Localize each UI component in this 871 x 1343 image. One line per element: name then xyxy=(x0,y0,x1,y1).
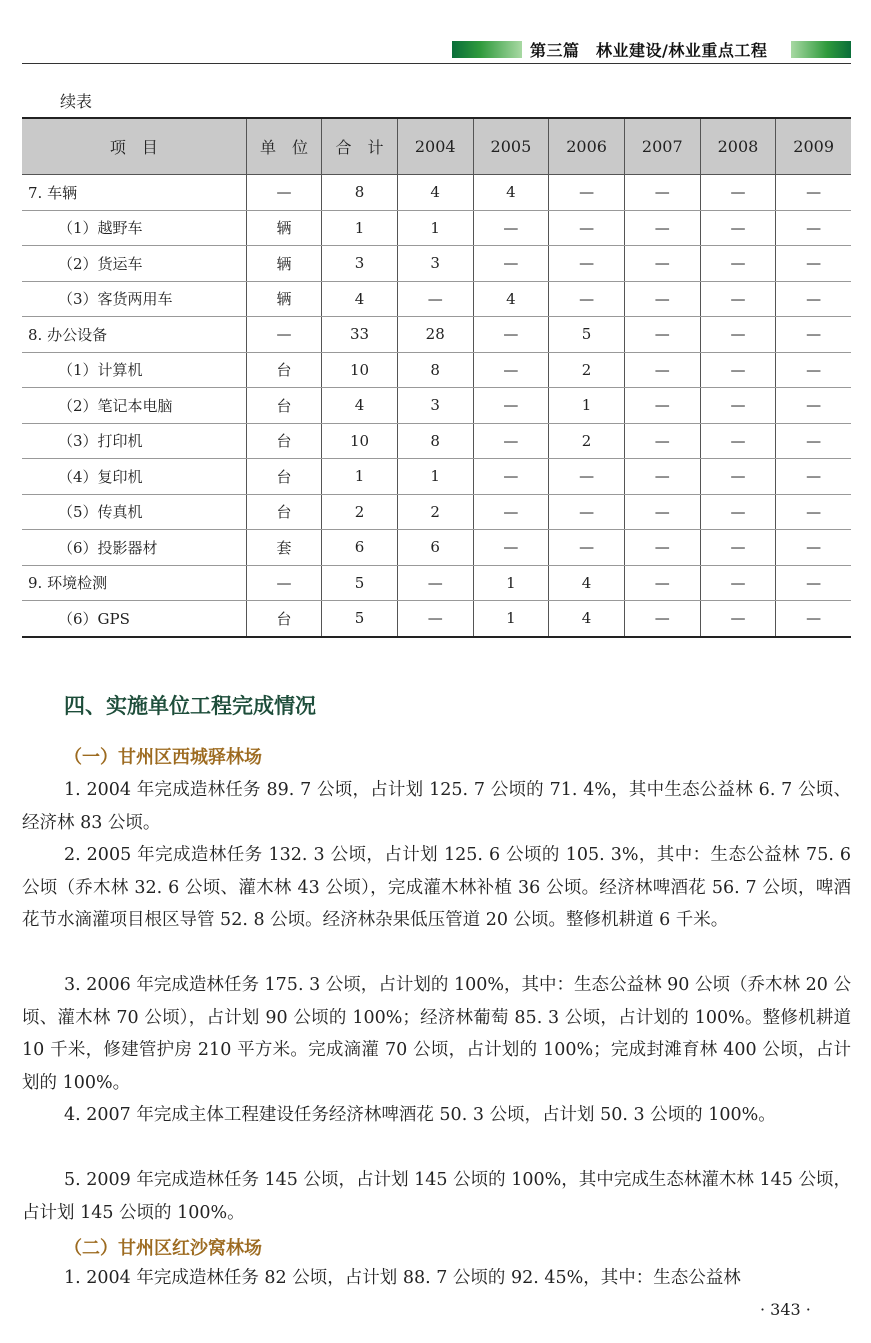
table-cell: 2 xyxy=(322,494,398,530)
column-header-2006: 2006 xyxy=(549,118,625,175)
table-cell: — xyxy=(397,281,473,317)
table-cell: — xyxy=(776,317,851,353)
table-cell: — xyxy=(700,530,776,566)
table-cell: 4 xyxy=(473,281,549,317)
table-cell: 1 xyxy=(549,388,625,424)
table-cell: 台 xyxy=(246,601,322,637)
row-item-label: （3）客货两用车 xyxy=(22,281,246,317)
column-header-2009: 2009 xyxy=(776,118,851,175)
table-cell: — xyxy=(549,246,625,282)
table-cell: — xyxy=(549,210,625,246)
table-cell: — xyxy=(776,388,851,424)
table-row xyxy=(22,352,851,388)
table-cell: 5 xyxy=(549,317,625,353)
table-row xyxy=(22,175,851,211)
table-cell: — xyxy=(473,423,549,459)
column-header-2008: 2008 xyxy=(700,118,776,175)
table-cell: 3 xyxy=(397,388,473,424)
table-cell: 5 xyxy=(322,565,398,601)
table-cell: — xyxy=(700,494,776,530)
table-cell: — xyxy=(549,175,625,211)
table-cell: — xyxy=(700,601,776,637)
table-cell: — xyxy=(776,423,851,459)
table-cell: — xyxy=(776,281,851,317)
table-cell: — xyxy=(624,565,700,601)
table-cell: — xyxy=(700,175,776,211)
table-cell: — xyxy=(776,246,851,282)
table-cell: — xyxy=(473,246,549,282)
table-cell: 4 xyxy=(397,175,473,211)
row-item-label: （1）越野车 xyxy=(22,210,246,246)
table-cell: 台 xyxy=(246,494,322,530)
table-row xyxy=(22,317,851,353)
table-cell: — xyxy=(776,459,851,495)
table-cell: — xyxy=(624,281,700,317)
subsection-title-hongshawo: （二）甘州区红沙窝林场 xyxy=(64,1238,262,1259)
table-cell: 4 xyxy=(322,281,398,317)
table-row xyxy=(22,281,851,317)
table-cell: 10 xyxy=(322,423,398,459)
table-row xyxy=(22,210,851,246)
table-cell: — xyxy=(700,246,776,282)
column-header-item: 项 目 xyxy=(22,118,246,175)
table-cell: — xyxy=(473,530,549,566)
table-cell: 1 xyxy=(397,210,473,246)
table-cell: — xyxy=(397,601,473,637)
table-cell: — xyxy=(624,246,700,282)
table-cell: 套 xyxy=(246,530,322,566)
running-header xyxy=(22,38,851,64)
table-row xyxy=(22,565,851,601)
column-header-2007: 2007 xyxy=(624,118,700,175)
table-cell: — xyxy=(624,601,700,637)
row-item-label: 8. 办公设备 xyxy=(22,317,246,353)
table-row xyxy=(22,423,851,459)
table-cell: — xyxy=(549,530,625,566)
table-cell: — xyxy=(624,423,700,459)
row-item-label: （2）笔记本电脑 xyxy=(22,388,246,424)
table-cell: 2 xyxy=(549,352,625,388)
table-cell: 台 xyxy=(246,459,322,495)
table-cell: 1 xyxy=(473,565,549,601)
table-row xyxy=(22,530,851,566)
table-cell: — xyxy=(624,530,700,566)
table-cell: — xyxy=(700,317,776,353)
table-cell: — xyxy=(246,175,322,211)
table-cell: — xyxy=(700,459,776,495)
table-cell: 2 xyxy=(397,494,473,530)
table-cell: — xyxy=(246,317,322,353)
table-row xyxy=(22,388,851,424)
column-header-unit: 单 位 xyxy=(246,118,322,175)
table-cell: 33 xyxy=(322,317,398,353)
row-item-label: （5）传真机 xyxy=(22,494,246,530)
table-cell: — xyxy=(473,388,549,424)
table-cell: — xyxy=(473,210,549,246)
table-cell: 台 xyxy=(246,423,322,459)
paragraph: 4. 2007 年完成主体工程建设任务经济林啤酒花 50. 3 公顷，占计划 50. 3 公顷的 100%。 xyxy=(64,1105,776,1125)
table-cell: 台 xyxy=(246,352,322,388)
table-row xyxy=(22,494,851,530)
header-title: 第三篇 林业建设/林业重点工程 xyxy=(530,41,768,60)
table-cell: 辆 xyxy=(246,246,322,282)
table-cell: 3 xyxy=(322,246,398,282)
table-cell: 1 xyxy=(397,459,473,495)
table-cell: 8 xyxy=(322,175,398,211)
table-cell: — xyxy=(624,317,700,353)
table-cell: — xyxy=(397,565,473,601)
column-header-2005: 2005 xyxy=(473,118,549,175)
table-row xyxy=(22,601,851,637)
table-cell: — xyxy=(700,210,776,246)
paragraph: 2. 2005 年完成造林任务 132. 3 公顷，占计划 125. 6 公顷的 105. 3%，其中：生态公益林 75. 6 公顷（乔木林 32. 6 公顷、灌木林 43 公顷），完成灌木林补植 36 公顷。经济林啤酒花 56. 7 公顷，啤酒花节水滴灌项目根区导管 52. 8 公顷。经济林杂果低压管道 20 公顷。整修机耕道 6 千米。 xyxy=(22,845,851,930)
table-cell: — xyxy=(473,494,549,530)
column-header-2004: 2004 xyxy=(397,118,473,175)
paragraph: 3. 2006 年完成造林任务 175. 3 公顷，占计划的 100%，其中：生态公益林 90 公顷（乔木林 20 公顷、灌木林 70 公顷），占计划 90 公顷的 100%；经济林葡萄 85. 3 公顷，占计划的 100%。整修机耕道 10 千米，修建管护房 210 平方米。完成滴灌 70 公顷，占计划的 100%；完成封滩育林 400 公顷，占计划的 100%。 xyxy=(22,975,851,1093)
table-cell: 台 xyxy=(246,388,322,424)
table-cell: 4 xyxy=(473,175,549,211)
table-cell: 3 xyxy=(397,246,473,282)
table-cell: — xyxy=(549,494,625,530)
table-cell: — xyxy=(624,210,700,246)
table-cell: — xyxy=(776,565,851,601)
table-cell: — xyxy=(776,210,851,246)
paragraph: 5. 2009 年完成造林任务 145 公顷，占计划 145 公顷的 100%，其中完成生态林灌木林 145 公顷，占计划 145 公顷的 100%。 xyxy=(22,1170,851,1223)
paragraph: 1. 2004 年完成造林任务 89. 7 公顷，占计划 125. 7 公顷的 71. 4%，其中生态公益林 6. 7 公顷、经济林 83 公顷。 xyxy=(22,780,851,833)
table-body xyxy=(22,175,851,637)
table-cell: 4 xyxy=(549,565,625,601)
table-cell: — xyxy=(700,423,776,459)
table-cell: 1 xyxy=(322,210,398,246)
table-cell: 10 xyxy=(322,352,398,388)
table-cell: — xyxy=(700,565,776,601)
equipment-table xyxy=(22,117,851,638)
row-item-label: （6）GPS xyxy=(22,601,246,637)
header-decoration-bar-right xyxy=(791,41,851,58)
table-cell: 8 xyxy=(397,352,473,388)
table-cell: — xyxy=(473,352,549,388)
table-cell: — xyxy=(776,175,851,211)
table-cell: 辆 xyxy=(246,210,322,246)
table-cell: — xyxy=(776,601,851,637)
table-continued-label: 续表 xyxy=(60,92,93,111)
table-cell: — xyxy=(700,388,776,424)
page-number: · 343 · xyxy=(760,1300,811,1319)
table-cell: — xyxy=(549,459,625,495)
table-cell: — xyxy=(624,175,700,211)
row-item-label: （2）货运车 xyxy=(22,246,246,282)
row-item-label: （6）投影器材 xyxy=(22,530,246,566)
table-cell: — xyxy=(776,494,851,530)
row-item-label: 9. 环境检测 xyxy=(22,565,246,601)
table-cell: 辆 xyxy=(246,281,322,317)
table-row xyxy=(22,246,851,282)
table-cell: — xyxy=(624,494,700,530)
table-cell: — xyxy=(700,281,776,317)
table-cell: — xyxy=(776,530,851,566)
table-cell: — xyxy=(776,352,851,388)
table-cell: 1 xyxy=(322,459,398,495)
row-item-label: （1）计算机 xyxy=(22,352,246,388)
table-cell: 8 xyxy=(397,423,473,459)
table-cell: — xyxy=(624,388,700,424)
table-header-row xyxy=(22,118,851,175)
row-item-label: 7. 车辆 xyxy=(22,175,246,211)
table-cell: — xyxy=(624,459,700,495)
table-cell: 28 xyxy=(397,317,473,353)
table-cell: — xyxy=(473,317,549,353)
table-cell: — xyxy=(624,352,700,388)
table-cell: 6 xyxy=(397,530,473,566)
table-cell: — xyxy=(700,352,776,388)
table-cell: 4 xyxy=(549,601,625,637)
row-item-label: （4）复印机 xyxy=(22,459,246,495)
column-header-total: 合 计 xyxy=(322,118,398,175)
paragraph: 1. 2004 年完成造林任务 82 公顷，占计划 88. 7 公顷的 92. 45%，其中：生态公益林 xyxy=(64,1268,741,1288)
header-decoration-bar-left xyxy=(452,41,522,58)
table-cell: — xyxy=(473,459,549,495)
table-cell: — xyxy=(549,281,625,317)
subsection-title-xichengyi: （一）甘州区西城驿林场 xyxy=(64,747,262,768)
table-cell: 1 xyxy=(473,601,549,637)
table-cell: 2 xyxy=(549,423,625,459)
table-row xyxy=(22,459,851,495)
row-item-label: （3）打印机 xyxy=(22,423,246,459)
table-cell: 4 xyxy=(322,388,398,424)
table-cell: 5 xyxy=(322,601,398,637)
table-cell: 6 xyxy=(322,530,398,566)
table-cell: — xyxy=(246,565,322,601)
section-title: 四、实施单位工程完成情况 xyxy=(64,694,316,718)
